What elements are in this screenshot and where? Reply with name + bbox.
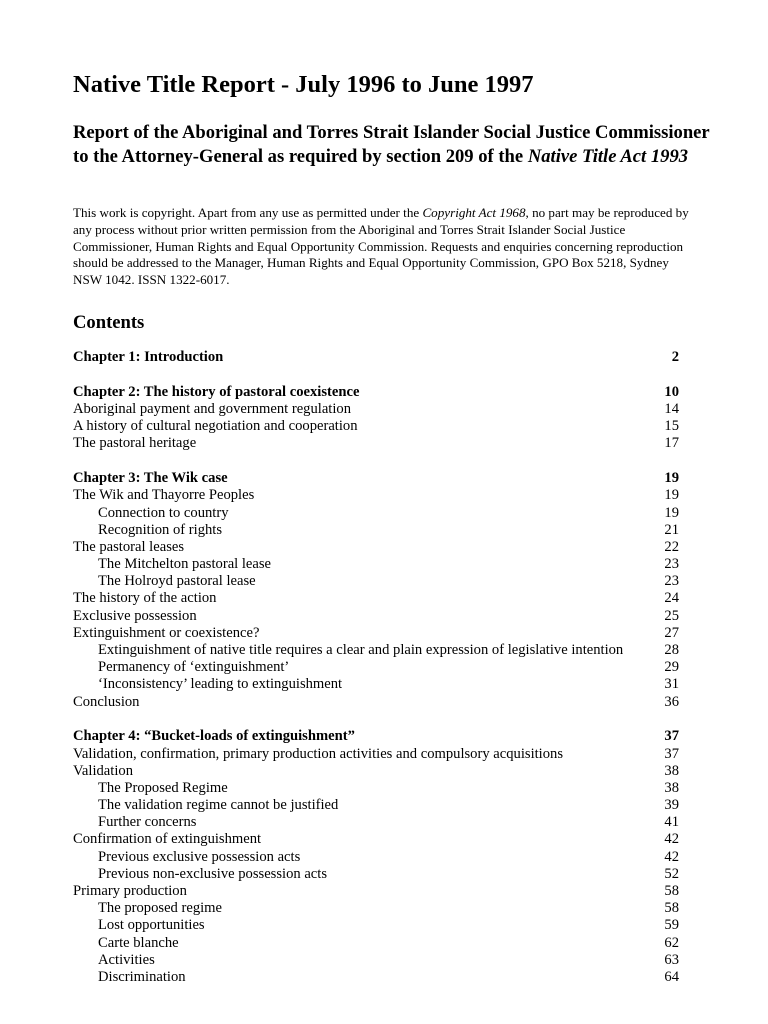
toc-group (73, 384, 679, 453)
toc-entry-row[interactable] (73, 522, 679, 539)
toc-page-number: 38 (664, 762, 679, 779)
toc-page-number: 41 (664, 814, 679, 831)
toc-page-number: 28 (664, 642, 679, 658)
toc-page-number: 39 (664, 797, 679, 814)
toc-entry-row[interactable] (73, 780, 679, 797)
toc-entry-label: Exclusive possession (73, 607, 197, 624)
toc-entry-label: Lost opportunities (98, 917, 205, 934)
toc-entry-label: The Wik and Thayorre Peoples (73, 487, 255, 504)
toc-entry-label: The pastoral leases (73, 538, 185, 555)
toc-page-number: 62 (664, 934, 679, 951)
toc-page-number: 25 (664, 607, 679, 624)
toc-entry-label: Validation (73, 762, 133, 779)
toc-entry-row[interactable] (73, 418, 679, 435)
toc-entry-label: The Holroyd pastoral lease (98, 573, 256, 590)
toc-entry-label: The validation regime cannot be justified (98, 797, 339, 814)
copyright-act-name: Copyright Act 1968 (422, 205, 526, 220)
toc-entry-label: The Proposed Regime (98, 779, 228, 796)
toc-page-number: 64 (664, 968, 679, 985)
toc-entry-row[interactable] (73, 573, 679, 590)
toc-entry-label: Conclusion (73, 693, 140, 710)
subtitle-act-name: Native Title Act 1993 (527, 145, 689, 167)
toc-page-number: 37 (664, 728, 679, 745)
toc-entry-label: Carte blanche (98, 934, 179, 951)
report-title: Native Title Report - July 1996 to June 1997 (73, 71, 534, 98)
toc-entry-row[interactable] (73, 763, 679, 780)
toc-entry-row[interactable] (73, 659, 679, 676)
toc-entry-label: Permanency of ‘extinguishment’ (98, 659, 290, 676)
toc-page-number: 38 (664, 779, 679, 796)
toc-entry-row[interactable] (73, 590, 679, 607)
toc-entry-label: Extinguishment or coexistence? (73, 624, 260, 641)
toc-entry-label: ‘Inconsistency’ leading to extinguishment (98, 676, 343, 693)
toc-entry-row[interactable] (73, 917, 679, 934)
toc-page-number: 23 (664, 573, 679, 590)
toc-entry-row[interactable] (73, 746, 679, 763)
toc-entry-row[interactable] (73, 866, 679, 883)
toc-page-number: 19 (664, 504, 679, 521)
copyright-text-end: , no part may be reproduced by any process without prior written permission from the Aboriginal and Torres Strait Islander Social Justice Commissioner, Human Rights and Equal Opportunity Commission. Requests and enquiries concerning reproduction should be addressed to the Manager, Human Rights and Equal Opportunity Commission, GPO Box 5218, Sydney NSW 1042. ISSN 1322-6017. (73, 205, 689, 288)
toc-page-number: 14 (664, 400, 679, 417)
toc-page-number: 19 (664, 470, 679, 487)
copyright-notice (73, 205, 693, 289)
toc-entry-row[interactable] (73, 401, 679, 418)
toc-page-number: 21 (664, 521, 679, 538)
toc-page-number: 58 (664, 900, 679, 917)
toc-entry-row[interactable] (73, 487, 679, 504)
toc-chapter-row[interactable] (73, 349, 679, 366)
toc-page-number: 29 (664, 659, 679, 676)
copyright-text-start: This work is copyright. Apart from any use as permitted under the (73, 205, 423, 220)
toc-entry-row[interactable] (73, 694, 679, 711)
toc-entry-label: A history of cultural negotiation and cooperation (73, 418, 358, 435)
toc-page-number: 42 (664, 831, 679, 848)
report-subtitle (73, 121, 713, 168)
toc-page-number: 24 (664, 590, 679, 607)
toc-entry-label: Activities (98, 951, 155, 968)
toc-entry-label: Validation, confirmation, primary production activities and compulsory acquisitions (73, 745, 564, 762)
toc-entry-row[interactable] (73, 831, 679, 848)
toc-page-number: 42 (664, 848, 679, 865)
toc-entry-label: Previous non-exclusive possession acts (98, 865, 328, 882)
toc-page-number: 10 (664, 383, 679, 400)
toc-entry-row[interactable] (73, 797, 679, 814)
contents-heading: Contents (73, 312, 145, 333)
toc-entry-row[interactable] (73, 900, 679, 917)
toc-entry-label: Further concerns (98, 814, 197, 831)
toc-entry-label: The history of the action (73, 590, 217, 607)
toc-page-number: 59 (664, 917, 679, 934)
toc-entry-row[interactable] (73, 608, 679, 625)
toc-entry-row[interactable] (73, 556, 679, 573)
subtitle-text: Report of the Aboriginal and Torres Strait Islander Social Justice Commissioner to the Attorney-General as required by section 209 of the (73, 122, 710, 167)
toc-entry-label: Extinguishment of native title requires a clear and plain expression of legislative intention (98, 642, 624, 658)
toc-entry-label: Previous exclusive possession acts (98, 848, 301, 865)
toc-entry-label: Confirmation of extinguishment (73, 831, 262, 848)
toc-page-number: 63 (664, 951, 679, 968)
toc-entry-row[interactable] (73, 814, 679, 831)
toc-page-number: 31 (664, 676, 679, 693)
toc-entry-row[interactable] (73, 435, 679, 452)
toc-group (73, 728, 679, 986)
toc-entry-label: Recognition of rights (98, 521, 223, 538)
toc-entry-row[interactable] (73, 952, 679, 969)
toc-page-number: 52 (664, 865, 679, 882)
toc-page-number: 19 (664, 487, 679, 504)
toc-entry-row[interactable] (73, 642, 679, 659)
toc-page-number: 36 (664, 693, 679, 710)
toc-entry-label: Primary production (73, 883, 187, 900)
toc-entry-label: Discrimination (98, 968, 186, 985)
toc-entry-row[interactable] (73, 625, 679, 642)
toc-entry-label: Chapter 4: “Bucket-loads of extinguishment” (73, 728, 355, 745)
toc-chapter-row[interactable] (73, 470, 679, 487)
toc-page-number: 23 (664, 556, 679, 573)
toc-entry-label: Aboriginal payment and government regulation (73, 400, 352, 417)
toc-entry-row[interactable] (73, 883, 679, 900)
toc-entry-row[interactable] (73, 539, 679, 556)
toc-page-number: 22 (664, 538, 679, 555)
toc-entry-row[interactable] (73, 676, 679, 693)
toc-page-number: 37 (664, 745, 679, 762)
toc-page-number: 2 (671, 349, 679, 365)
toc-page-number: 27 (664, 624, 679, 641)
toc-entry-row[interactable] (73, 849, 679, 866)
toc-entry-row[interactable] (73, 969, 679, 986)
toc-page-number: 17 (664, 435, 679, 452)
toc-page-number: 15 (664, 418, 679, 435)
toc-group (73, 470, 679, 711)
table-of-contents (73, 349, 679, 1004)
toc-entry-label: Connection to country (98, 504, 229, 521)
toc-chapter-row[interactable] (73, 728, 679, 745)
toc-entry-label: The pastoral heritage (73, 435, 197, 452)
toc-page-number: 58 (664, 883, 679, 900)
toc-entry-label: Chapter 2: The history of pastoral coexistence (73, 383, 360, 400)
toc-entry-label: The proposed regime (98, 900, 223, 917)
toc-chapter-row[interactable] (73, 384, 679, 401)
toc-entry-label: The Mitchelton pastoral lease (98, 556, 272, 573)
toc-entry-label: Chapter 3: The Wik case (73, 470, 228, 487)
toc-entry-label: Chapter 1: Introduction (73, 349, 224, 365)
toc-entry-row[interactable] (73, 505, 679, 522)
toc-group (73, 349, 679, 366)
toc-entry-row[interactable] (73, 935, 679, 952)
